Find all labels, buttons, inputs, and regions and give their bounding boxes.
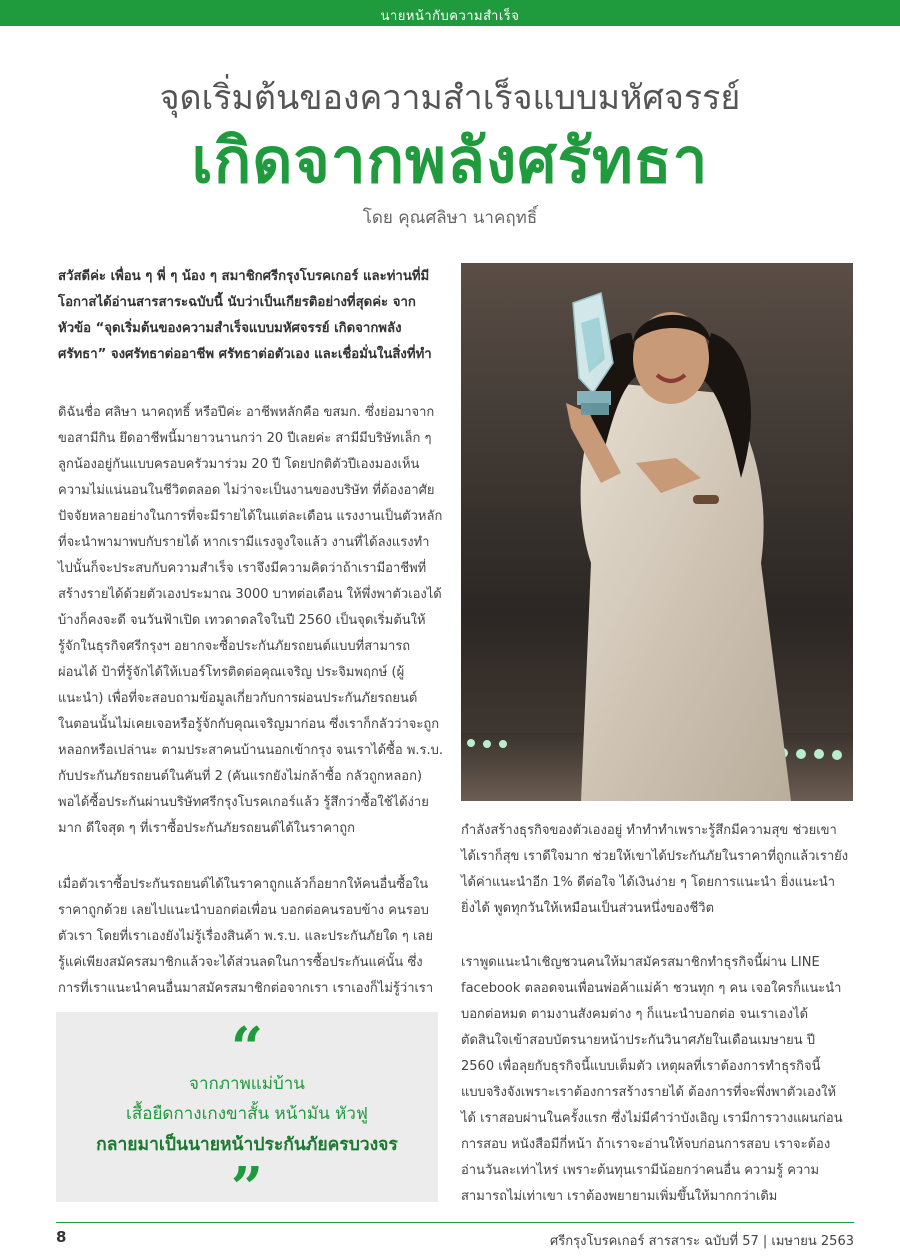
body-line: บ้างก็คงจะดี จนวันฟ้าเปิด เทวดาดลใจในปี 2560 เป็นจุดเริ่มต้นให้ bbox=[58, 613, 426, 628]
body-line: เมื่อตัวเราซื้อประกันรถยนต์ได้ในราคาถูกแล้วก็อยากให้คนอื่นซื้อใน bbox=[58, 877, 429, 892]
pull-quote bbox=[56, 1012, 438, 1221]
body-line: มาก ดีใจสุด ๆ ที่เราซื้อประกันภัยรถยนต์ได้ในราคาถูก bbox=[58, 821, 356, 836]
body-line: ลูกน้องอยู่กันแบบครอบครัวมาร่วม 20 ปี โดยปกติตัวปีเองมองเห็น bbox=[58, 457, 420, 472]
body-line: ในตอนนั้นไม่เคยเจอหรือรู้จักกับคุณเจริญมาก่อน ซึ่งเราก็กลัวว่าจะถูก bbox=[58, 717, 440, 732]
body-paragraph-4 bbox=[461, 950, 853, 1210]
intro-line: โอกาสได้อ่านสารสาระฉบับนี้ นับว่าเป็นเกียรติอย่างที่สุดค่ะ จาก bbox=[58, 295, 416, 310]
section-label: นายหน้ากับความสำเร็จ bbox=[380, 9, 520, 24]
body-line: 2560 เพื่อลุยกับธุรกิจนี้แบบเต็มตัว เหตุผลที่เราต้องการทำธุรกิจนี้ bbox=[461, 1059, 821, 1074]
author-photo bbox=[461, 263, 853, 801]
author-photo-illustration bbox=[461, 263, 853, 801]
footer-divider bbox=[56, 1222, 854, 1223]
byline: โดย คุณศลิษา นาคฤทธิ์ bbox=[362, 208, 538, 228]
body-line: หลอกหรือเปล่านะ ตามประสาคนบ้านนอกเข้ากรุง จนเราได้ซื้อ พ.ร.บ. bbox=[58, 743, 444, 758]
body-line: แบบจริงจังเพราะเราต้องการสร้างรายได้ ต้องการที่จะพึ่งพาตัวเองให้ bbox=[461, 1085, 837, 1100]
body-line: ที่จะนำพามาพบกับรายได้ หากเรามีแรงจูงใจแล้ว งานที่ได้ลงแรงทำ bbox=[58, 535, 430, 550]
body-line: ยิ่งได้ พูดทุกวันให้เหมือนเป็นส่วนหนึ่งของชีวิต bbox=[461, 901, 715, 916]
intro-line: หัวข้อ “จุดเริ่มต้นของความสำเร็จแบบมหัศจรรย์ เกิดจากพลัง bbox=[58, 321, 402, 336]
body-line: facebook ตลอดจนเพื่อนพ่อค้าแม่ค้า ชวนทุก ๆ คน เจอใครก็แนะนำ bbox=[461, 981, 842, 996]
intro-line: สวัสดีค่ะ เพื่อน ๆ พี่ ๆ น้อง ๆ สมาชิกศรีกรุงโบรคเกอร์ และท่านที่มี bbox=[58, 269, 430, 284]
body-paragraph-3 bbox=[461, 818, 853, 922]
body-line: เราพูดแนะนำเชิญชวนคนให้มาสมัครสมาชิกทำธุรกิจนี้ผ่าน LINE bbox=[461, 955, 820, 970]
body-line: สร้างรายได้ด้วยตัวเองประมาณ 3000 บาทต่อเดือน ให้พึ่งพาตัวเองได้ bbox=[58, 587, 442, 602]
pull-quote-line-3: กลายมาเป็นนายหน้าประกันภัยครบวงจร bbox=[96, 1135, 398, 1155]
body-line: ราคาถูกด้วย เลยไปแนะนำบอกต่อเพื่อน บอกต่อคนรอบข้าง คนรอบ bbox=[58, 903, 429, 918]
body-line: ความไม่แน่นอนในชีวิตตลอด ไม่ว่าจะเป็นงานของบริษัท ที่ต้องอาศัย bbox=[58, 483, 435, 498]
body-line: ไปนั้นก็จะประสบกับความสำเร็จ เราจึงมีความคิดว่าถ้าเรามีอาชีพที่ bbox=[58, 561, 427, 576]
body-line: รู้จักในธุรกิจศรีกรุงฯ อยากจะซื้อประกันภัยรถยนต์แบบที่สามารถ bbox=[58, 639, 411, 654]
body-line: ตัดสินใจเข้าสอบบัตรนายหน้าประกันวินาศภัยในเดือนเมษายน ปี bbox=[461, 1033, 816, 1048]
body-line: ผ่อนได้ ป้าที่รู้จักได้ให้เบอร์โทรติดต่อคุณเจริญ ประจิมพฤกษ์ (ผู้ bbox=[58, 665, 405, 680]
body-line: ตัวเรา โดยที่เราเองยังไม่รู้เรื่องสินค้า พ.ร.บ. และประกันภัยใด ๆ เลย bbox=[58, 929, 434, 944]
body-line: รู้แค่เพียงสมัครสมาชิกแล้วจะได้ส่วนลดในการซื้อประกันแค่นั้น ซึ่ง bbox=[58, 955, 423, 970]
body-line: พอได้ซื้อประกันผ่านบริษัทศรีกรุงโบรคเกอร์แล้ว รู้สึกว่าซื้อใช้ได้ง่าย bbox=[58, 795, 429, 810]
body-line: ปัจจัยหลายอย่างในการที่จะมีรายได้ในแต่ละเดือน แรงงานเป็นตัวหลัก bbox=[58, 509, 443, 524]
body-line: แนะนำ) เพื่อที่จะสอบถามข้อมูลเกี่ยวกับการผ่อนประกันภัยรถยนต์ bbox=[58, 691, 418, 706]
body-line: การสอบ หนังสือมีกี่หน้า ถ้าเราจะอ่านให้จบก่อนการสอบ เราจะต้อง bbox=[461, 1137, 831, 1152]
body-paragraph-1 bbox=[58, 400, 450, 842]
body-line: กับประกันภัยรถยนต์ในคันที่ 2 (คันแรกยังไม่กล้าซื้อ กลัวถูกหลอก) bbox=[58, 769, 423, 784]
body-line: การที่เราแนะนำคนอื่นมาสมัครสมาชิกต่อจากเรา เราเองก็ไม่รู้ว่าเรา bbox=[58, 981, 434, 996]
body-line: ได้เราก็สุข เราดีใจมาก ช่วยให้เขาได้ประกันภัยในราคาที่ถูกแล้วเรายัง bbox=[461, 849, 849, 864]
body-line: ดิฉันชื่อ ศลิษา นาคฤทธิ์ หรือปีค่ะ อาชีพหลักคือ ขสมก. ซึ่งย่อมาจาก bbox=[58, 405, 435, 420]
page-number: 8 bbox=[56, 1228, 67, 1246]
body-line: ได้ เราสอบผ่านในครั้งแรก ซึ่งไม่มีคำว่าบังเอิญ เรามีการวางแผนก่อน bbox=[461, 1111, 843, 1126]
title-line-1: จุดเริ่มต้นของความสำเร็จแบบมหัศจรรย์ bbox=[159, 78, 741, 118]
intro-line: ศรัทธา” จงศรัทธาต่ออาชีพ ศรัทธาต่อตัวเอง และเชื่อมั่นในสิ่งที่ทำ bbox=[58, 347, 432, 362]
body-line: สามารถไม่เท่าเขา เราต้องพยายามเพิ่มขึ้นให้มากกว่าเดิม bbox=[461, 1189, 778, 1204]
body-line: ได้ค่าแนะนำอีก 1% ดีต่อใจ ได้เงินง่าย ๆ โดยการแนะนำ ยิ่งแนะนำ bbox=[461, 875, 836, 890]
body-line: ขอสามีกิน ยึดอาชีพนี้มายาวนานกว่า 20 ปีเลยค่ะ สามีมีบริษัทเล็ก ๆ bbox=[58, 431, 432, 446]
pull-quote-line-2: เสื้อยืดกางเกงขาสั้น หน้ามัน หัวฟู bbox=[126, 1104, 368, 1124]
body-line: บอกต่อหมด ตามงานสังคมต่าง ๆ ก็แนะนำบอกต่อ จนเราเองได้ bbox=[461, 1007, 809, 1022]
body-paragraph-2 bbox=[58, 872, 450, 1002]
section-header-bar bbox=[0, 0, 900, 26]
publication-info: ศรีกรุงโบรคเกอร์ สารสาระ ฉบับที่ 57 | เมษายน 2563 bbox=[550, 1234, 854, 1249]
title-line-2: เกิดจากพลังศรัทธา bbox=[191, 124, 709, 197]
intro-paragraph bbox=[58, 264, 448, 368]
close-quote-icon: ” bbox=[230, 1155, 264, 1221]
pull-quote-line-1: จากภาพแม่บ้าน bbox=[189, 1074, 305, 1094]
open-quote-icon: “ bbox=[230, 1015, 264, 1081]
body-line: กำลังสร้างธุรกิจของตัวเองอยู่ ทำทำทำเพราะรู้สึกมีความสุข ช่วยเขา bbox=[461, 823, 837, 838]
body-line: อ่านวันละเท่าไหร่ เพราะต้นทุนเรามีน้อยกว่าคนอื่น ความรู้ ความ bbox=[461, 1163, 820, 1178]
